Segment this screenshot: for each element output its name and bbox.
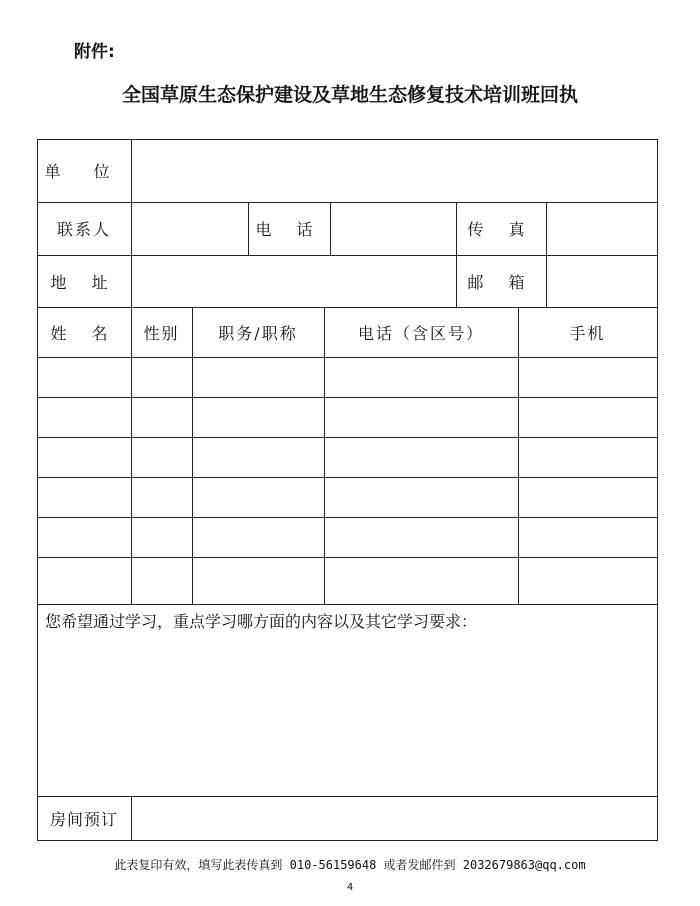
fax-label: 传 真: [467, 220, 535, 239]
learning-requirements-prompt: 您希望通过学习，重点学习哪方面的内容以及其它学习要求：: [45, 612, 478, 631]
email-label: 邮 箱: [467, 272, 535, 292]
page-title: 全国草原生态保护建设及草地生态修复技术培训班回执: [121, 84, 578, 106]
column-header-gender: 性别: [143, 323, 180, 343]
room-booking-label: 房间预订: [49, 809, 118, 829]
column-header-phone: 电话（含区号）: [357, 323, 484, 343]
registration-form: [37, 139, 658, 841]
address-label: 地 址: [50, 272, 118, 292]
unit-label: 单 位: [44, 162, 124, 181]
contact-label: 联系人: [56, 220, 111, 239]
phone-label: 电 话: [255, 220, 323, 239]
column-header-position: 职务/职称: [218, 323, 298, 343]
page-number: 4: [346, 882, 354, 893]
column-header-name: 姓 名: [50, 323, 118, 343]
attachment-label: 附件:: [74, 42, 115, 62]
column-header-mobile: 手机: [569, 323, 606, 343]
footer-note: 此表复印有效，填写此表传真到 010-56159648 或者发邮件到 2032679863@qq.com: [114, 858, 586, 872]
